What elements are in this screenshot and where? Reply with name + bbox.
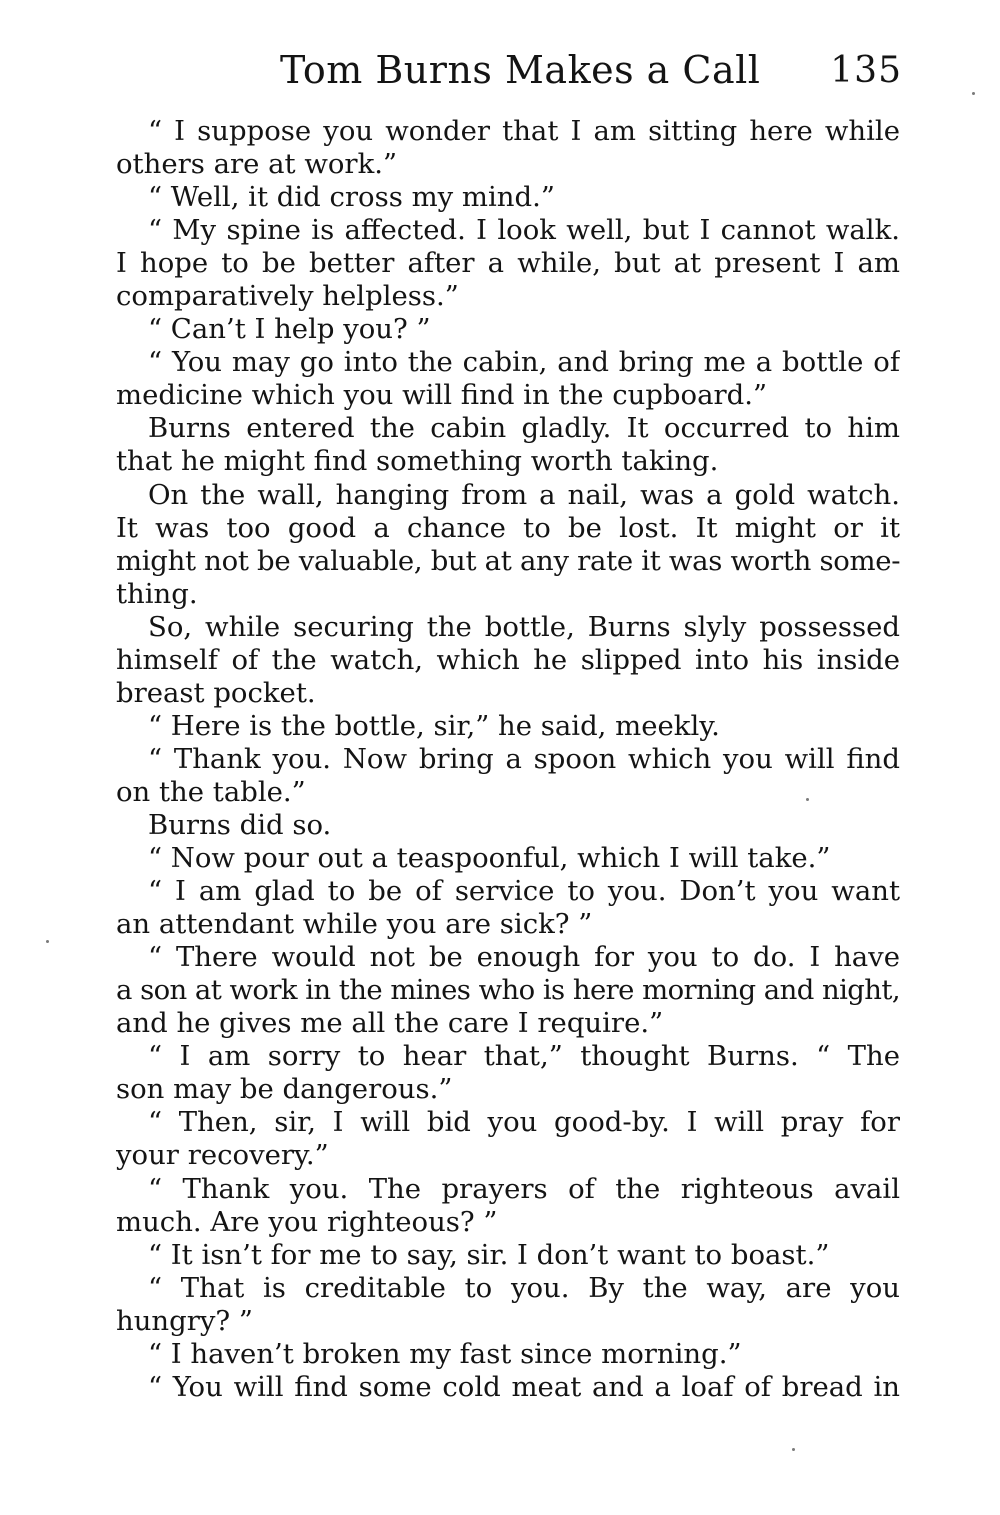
text-line: “ I am sorry to hear that,” thought Burns. “ The [148,1040,900,1073]
text-line: himself of the watch, which he slipped into his inside [116,643,900,676]
text-line: breast pocket. [116,676,316,709]
text-line: “ Then, sir, I will bid you good-by. I will pray for [148,1106,900,1139]
page-number: 135 [830,50,902,91]
print-speck [972,92,975,95]
text-line: an attendant while you are sick? ” [116,908,593,941]
text-line: your recovery.” [116,1139,329,1172]
text-line: might not be valuable, but at any rate it was worth some- [116,544,900,577]
text-line: that he might find something worth taking. [116,445,719,478]
print-speck [806,798,809,801]
text-line: and he gives me all the care I require.” [116,1007,664,1040]
text-line: others are at work.” [116,148,398,181]
text-line: “ Here is the bottle, sir,” he said, meekly. [148,709,720,742]
text-line: “ I am glad to be of service to you. Don’t you want [148,875,900,908]
text-line: “ Well, it did cross my mind.” [148,181,555,214]
text-line: It was too good a chance to be lost. It might or it [116,511,900,544]
text-line: “ I haven’t broken my fast since morning.” [148,1337,742,1370]
text-line: “ I suppose you wonder that I am sitting here while [148,115,900,147]
running-head [112,48,902,98]
text-line: medicine which you will find in the cupboard.” [116,379,768,412]
text-line: “ You may go into the cabin, and bring me a bottle of [148,346,900,379]
text-line: “ There would not be enough for you to do. I have [148,941,900,974]
text-line: “ You will find some cold meat and a loaf of bread in [148,1370,900,1403]
text-line: “ Can’t I help you? ” [148,313,431,346]
text-line: hungry? ” [116,1304,253,1337]
text-line: “ It isn’t for me to say, sir. I don’t want to boast.” [148,1238,830,1271]
text-line: on the table.” [116,775,306,808]
text-line: much. Are you righteous? ” [116,1205,498,1238]
text-line: thing. [116,577,198,610]
text-line: “ Thank you. Now bring a spoon which you will find [148,742,900,775]
running-title: Tom Burns Makes a Call [280,48,761,92]
text-line: “ My spine is affected. I look well, but I cannot walk. [148,214,900,247]
text-line: So, while securing the bottle, Burns slyly possessed [148,610,900,643]
text-line: son may be dangerous.” [116,1073,453,1106]
text-line: comparatively helpless.” [116,280,459,313]
text-line: I hope to be better after a while, but at present I am [116,247,900,280]
text-line: Burns entered the cabin gladly. It occurred to him [148,412,900,445]
print-speck [46,940,49,943]
text-line: a son at work in the mines who is here morning and night, [116,974,900,1007]
body-text [116,115,900,1404]
text-line: On the wall, hanging from a nail, was a gold watch. [148,478,900,511]
print-speck [792,1448,795,1451]
text-line: “ Now pour out a teaspoonful, which I will take.” [148,842,831,875]
text-line: Burns did so. [148,808,332,841]
text-line: “ Thank you. The prayers of the righteous avail [148,1172,900,1205]
text-line: “ That is creditable to you. By the way, are you [148,1271,900,1304]
